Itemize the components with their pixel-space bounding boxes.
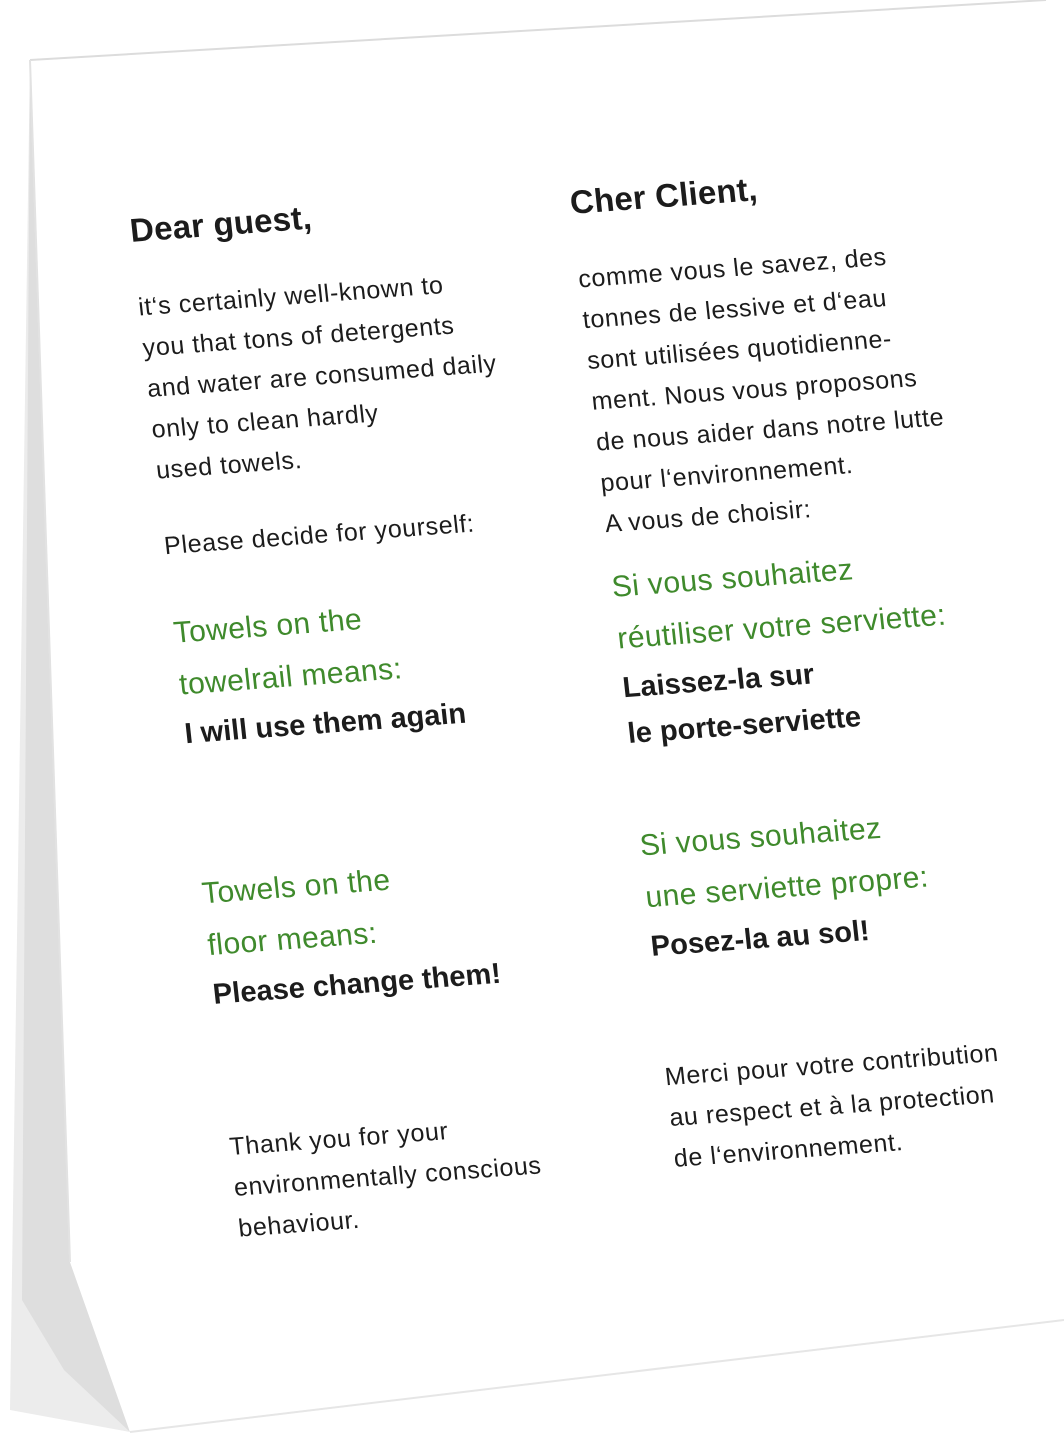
english-option2-bold: Please change them!	[211, 957, 503, 1011]
english-thanks: Thank you for your environmentally conscious behaviour.	[228, 1117, 543, 1243]
french-option2-bold: Posez-la au sol!	[649, 915, 872, 963]
french-heading: Cher Client,	[568, 170, 760, 221]
english-option1-bold: I will use them again	[183, 697, 468, 751]
french-option1-green: Si vous souhaitez réutiliser votre serviette:	[610, 553, 948, 656]
french-option1-bold: Laissez-la sur le porte-serviette	[621, 658, 863, 751]
english-heading: Dear guest,	[128, 198, 314, 249]
french-intro: comme vous le savez, des tonnes de lessive et d‘eau sont utilisées quotidienne- ment. Nous vous proposons de nous aider dans notre lutte pour l‘environnement. A vous de choisir:	[576, 242, 946, 539]
english-decide: Please decide for yourself:	[162, 509, 476, 561]
french-column	[568, 152, 1007, 1173]
english-column	[128, 180, 567, 1243]
english-option2-green: Towels on the floor means:	[200, 863, 393, 963]
english-option1-green: Towels on the towelrail means:	[171, 603, 404, 702]
french-option2-green: Si vous souhaitez une serviette propre:	[638, 811, 931, 915]
english-intro: it‘s certainly well-known to you that tons of detergents and water are consumed daily only to clean hardly used towels.	[136, 271, 499, 485]
french-thanks: Merci pour votre contribution au respect et à la protection de l‘environnement.	[663, 1038, 1000, 1173]
